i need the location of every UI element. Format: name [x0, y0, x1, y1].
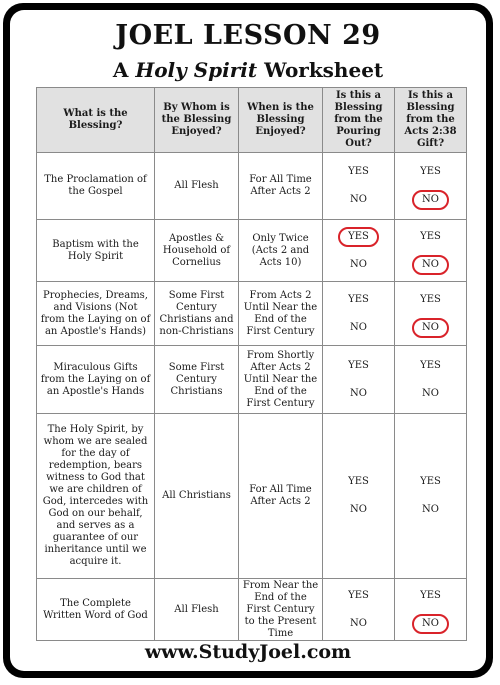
no-option-circled: NO — [412, 614, 449, 634]
yes-no-options — [398, 586, 463, 634]
cell-by-whom: All Christians — [155, 414, 239, 579]
yes-no-options — [398, 227, 463, 275]
yes-option: YES — [420, 166, 441, 177]
subtitle-emphasis: Holy Spirit — [135, 58, 258, 82]
yes-option: YES — [348, 589, 369, 601]
cell-blessing: Prophecies, Dreams, and Visions (Not from the Laying on of an Apostle's Hands) — [37, 282, 155, 346]
yes-no-options — [326, 586, 391, 634]
cell-blessing: Baptism with the Holy Spirit — [37, 220, 155, 282]
yes-option: YES — [348, 293, 369, 305]
yes-option: YES — [348, 166, 369, 177]
yes-no-options — [398, 472, 463, 520]
cell-by-whom: Some First Century Christians and non-Christians — [155, 282, 239, 346]
cell-acts-gift — [395, 346, 467, 414]
worksheet-page — [10, 10, 486, 671]
subtitle-suffix: Worksheet — [264, 58, 384, 82]
cell-by-whom: Apostles & Household of Cornelius — [155, 220, 239, 282]
column-header-acts-gift: Is this a Blessing from the Acts 2:38 Gift? — [395, 88, 467, 153]
no-option-circled: NO — [412, 255, 449, 275]
yes-option-circled: YES — [338, 227, 379, 247]
table-body — [37, 153, 467, 641]
cell-acts-gift — [395, 153, 467, 220]
column-header-by-whom: By Whom is the Blessing Enjoyed? — [155, 88, 239, 153]
cell-blessing: The Proclamation of the Gospel — [37, 153, 155, 220]
cell-when: From Near the End of the First Century to the Present Time — [239, 579, 323, 641]
page-subtitle — [10, 58, 486, 82]
no-option-circled: NO — [412, 318, 449, 338]
cell-pouring-out — [323, 346, 395, 414]
cell-when: From Acts 2 Until Near the End of the First Century — [239, 282, 323, 346]
yes-no-options — [398, 290, 463, 338]
cell-acts-gift — [395, 220, 467, 282]
cell-pouring-out — [323, 282, 395, 346]
no-option: NO — [350, 194, 367, 205]
cell-by-whom: Some First Century Christians — [155, 346, 239, 414]
cell-blessing: The Complete Written Word of God — [37, 579, 155, 641]
yes-option: YES — [348, 476, 369, 487]
yes-option: YES — [420, 476, 441, 487]
table-row — [37, 414, 467, 579]
column-header-when: When is the Blessing Enjoyed? — [239, 88, 323, 153]
cell-blessing: Miraculous Gifts from the Laying on of an Apostle's Hands — [37, 346, 155, 414]
cell-acts-gift — [395, 282, 467, 346]
footer-url: www.StudyJoel.com — [144, 641, 352, 663]
column-header-pouring-out: Is this a Blessing from the Pouring Out? — [323, 88, 395, 153]
yes-option: YES — [420, 230, 441, 242]
yes-no-options — [398, 162, 463, 210]
cell-blessing: The Holy Spirit, by whom we are sealed for the day of redemption, bears witness to God that we are children of God, intercedes with God on our behalf, and serves as a guarantee of our inheritance until we acquire it. — [37, 414, 155, 579]
table-row — [37, 153, 467, 220]
no-option: NO — [422, 504, 439, 515]
yes-no-options — [326, 356, 391, 404]
yes-option: YES — [420, 589, 441, 601]
cell-pouring-out — [323, 220, 395, 282]
cell-by-whom: All Flesh — [155, 579, 239, 641]
table-row — [37, 282, 467, 346]
no-option: NO — [350, 617, 367, 629]
no-option: NO — [350, 321, 367, 333]
no-option: NO — [422, 387, 439, 399]
table-row — [37, 220, 467, 282]
yes-no-options — [398, 356, 463, 404]
yes-no-options — [326, 290, 391, 338]
cell-acts-gift — [395, 579, 467, 641]
no-option: NO — [350, 504, 367, 515]
cell-by-whom: All Flesh — [155, 153, 239, 220]
cell-when: For All Time After Acts 2 — [239, 153, 323, 220]
cell-acts-gift — [395, 414, 467, 579]
no-option: NO — [350, 387, 367, 399]
cell-pouring-out — [323, 414, 395, 579]
yes-no-options — [326, 472, 391, 520]
table-row — [37, 579, 467, 641]
cell-when: From Shortly After Acts 2 Until Near the End of the First Century — [239, 346, 323, 414]
cell-pouring-out — [323, 153, 395, 220]
page-title: JOEL LESSON 29 — [115, 20, 381, 51]
yes-option: YES — [348, 359, 369, 371]
subtitle-prefix: A — [112, 58, 129, 82]
worksheet-frame — [3, 3, 493, 678]
no-option-circled: NO — [412, 190, 449, 210]
cell-when: For All Time After Acts 2 — [239, 414, 323, 579]
column-header-blessing: What is the Blessing? — [37, 88, 155, 153]
no-option: NO — [350, 258, 367, 270]
yes-option: YES — [420, 293, 441, 305]
cell-when: Only Twice (Acts 2 and Acts 10) — [239, 220, 323, 282]
yes-no-options — [326, 227, 391, 275]
table-row — [37, 346, 467, 414]
blessing-table — [36, 87, 467, 641]
cell-pouring-out — [323, 579, 395, 641]
yes-no-options — [326, 162, 391, 210]
yes-option: YES — [420, 359, 441, 371]
table-header-row — [37, 88, 467, 153]
